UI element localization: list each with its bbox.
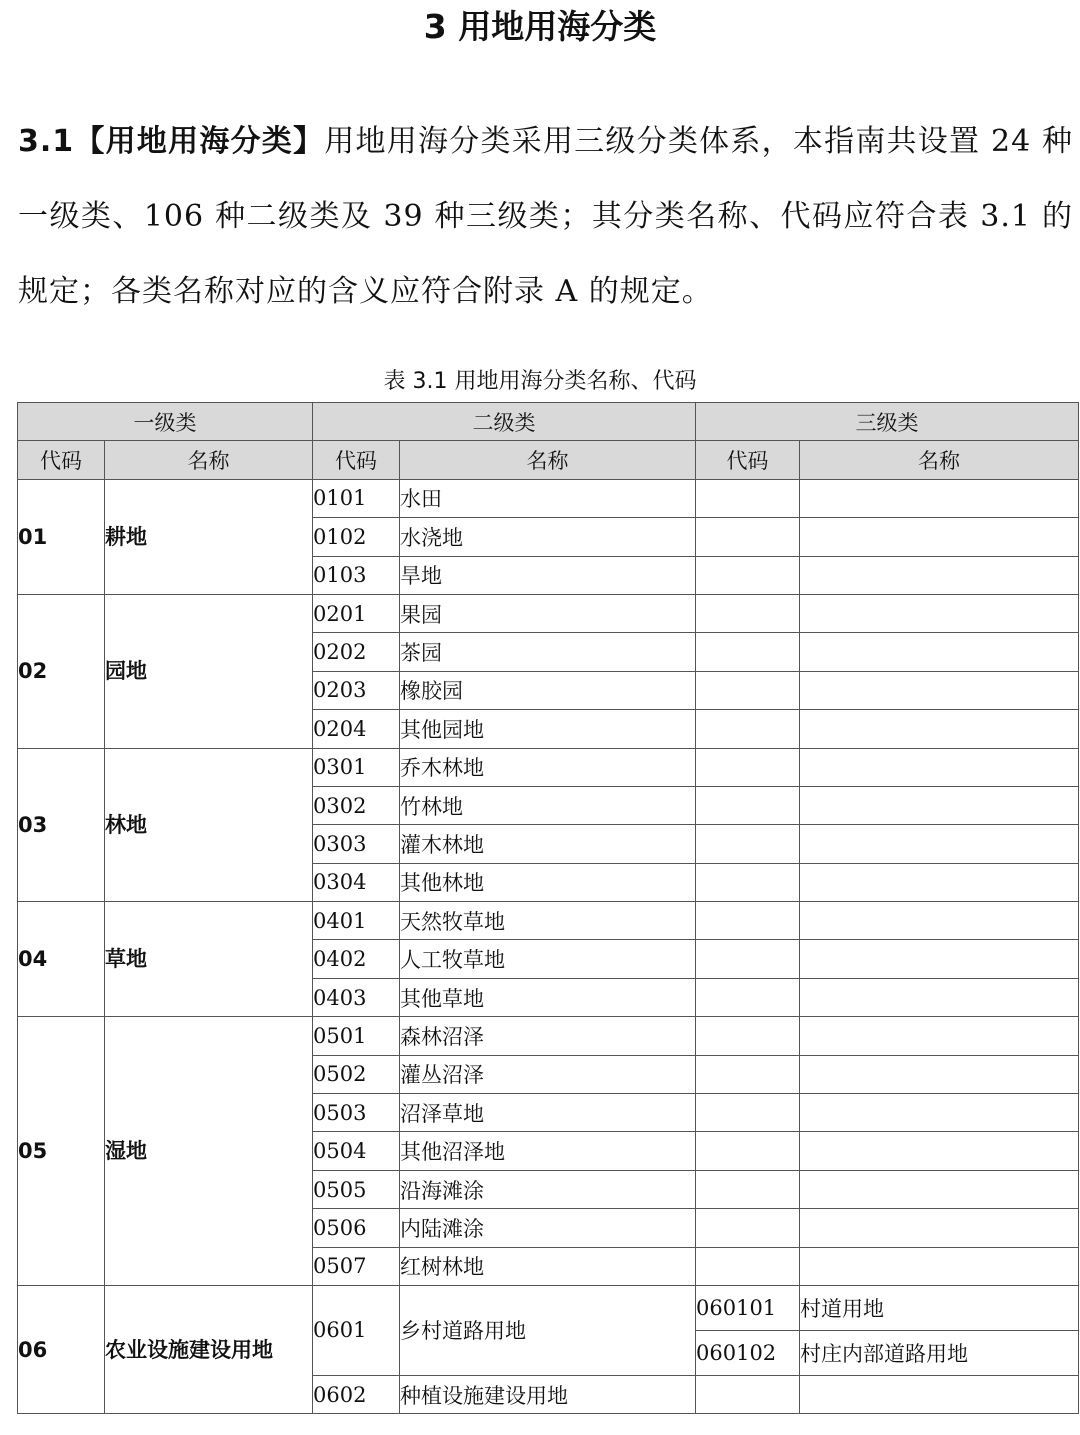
header-level2: 二级类 bbox=[313, 403, 696, 441]
level1-name: 园地 bbox=[105, 594, 313, 748]
level2-name: 其他园地 bbox=[400, 710, 696, 748]
table-row bbox=[18, 1017, 1079, 1055]
level3-code-empty bbox=[696, 940, 800, 978]
level2-code: 0602 bbox=[313, 1375, 400, 1413]
level2-code: 0101 bbox=[313, 479, 400, 517]
level1-code: 04 bbox=[18, 902, 105, 1017]
level3-code-empty bbox=[696, 1132, 800, 1170]
level2-name: 果园 bbox=[400, 594, 696, 632]
header-level2-name: 名称 bbox=[400, 441, 696, 479]
table-row bbox=[18, 748, 1079, 786]
level2-name: 竹林地 bbox=[400, 786, 696, 824]
level2-name: 乔木林地 bbox=[400, 748, 696, 786]
level3-code-empty bbox=[696, 594, 800, 632]
level2-code: 0202 bbox=[313, 633, 400, 671]
level3-name-empty bbox=[800, 556, 1079, 594]
level2-name: 沼泽草地 bbox=[400, 1094, 696, 1132]
level3-name-empty bbox=[800, 671, 1079, 709]
level1-name: 林地 bbox=[105, 748, 313, 902]
level2-code: 0303 bbox=[313, 825, 400, 863]
level2-name: 种植设施建设用地 bbox=[400, 1375, 696, 1413]
classification-table bbox=[17, 402, 1079, 1414]
level3-code-empty bbox=[696, 1375, 800, 1413]
level2-name: 旱地 bbox=[400, 556, 696, 594]
table-row bbox=[18, 594, 1079, 632]
level3-code: 060101 bbox=[696, 1285, 800, 1330]
level3-code-empty bbox=[696, 710, 800, 748]
level2-name: 内陆滩涂 bbox=[400, 1209, 696, 1247]
level1-code: 02 bbox=[18, 594, 105, 748]
level3-name-empty bbox=[800, 710, 1079, 748]
level3-name-empty bbox=[800, 1247, 1079, 1285]
level3-code-empty bbox=[696, 1017, 800, 1055]
level1-name: 湿地 bbox=[105, 1017, 313, 1286]
level3-name-empty bbox=[800, 1375, 1079, 1413]
level1-code: 05 bbox=[18, 1017, 105, 1286]
level3-code-empty bbox=[696, 1247, 800, 1285]
level2-code: 0201 bbox=[313, 594, 400, 632]
level2-code: 0503 bbox=[313, 1094, 400, 1132]
level3-code-empty bbox=[696, 902, 800, 940]
level3-code-empty bbox=[696, 479, 800, 517]
level2-name: 其他林地 bbox=[400, 863, 696, 901]
level2-code: 0203 bbox=[313, 671, 400, 709]
level1-code: 03 bbox=[18, 748, 105, 902]
level2-name: 水浇地 bbox=[400, 518, 696, 556]
page-title: 3 用地用海分类 bbox=[423, 7, 657, 46]
level2-name: 灌丛沼泽 bbox=[400, 1055, 696, 1093]
level3-name-empty bbox=[800, 786, 1079, 824]
header-level3-code: 代码 bbox=[696, 441, 800, 479]
table-body bbox=[18, 479, 1079, 1414]
level3-name-empty bbox=[800, 518, 1079, 556]
level3-name-empty bbox=[800, 1094, 1079, 1132]
level2-code: 0204 bbox=[313, 710, 400, 748]
level1-code: 01 bbox=[18, 479, 105, 594]
level3-name-empty bbox=[800, 1170, 1079, 1208]
intro-body: 用地用海分类采用三级分类体系，本指南共设置 24 种一级类、106 种二级类及 39 种三级类；其分类名称、代码应符合表 3.1 的规定；各类名称对应的含义应符合附录 A 的规定。 bbox=[18, 124, 1073, 309]
level2-code: 0504 bbox=[313, 1132, 400, 1170]
header-level3-name: 名称 bbox=[800, 441, 1079, 479]
level3-code-empty bbox=[696, 748, 800, 786]
table-caption: 表 3.1 用地用海分类名称、代码 bbox=[383, 369, 697, 394]
table-row bbox=[18, 902, 1079, 940]
header-level1: 一级类 bbox=[18, 403, 313, 441]
intro-lead: 3.1【用地用海分类】 bbox=[18, 124, 325, 159]
level2-code: 0401 bbox=[313, 902, 400, 940]
level3-code-empty bbox=[696, 1094, 800, 1132]
header-level1-name: 名称 bbox=[105, 441, 313, 479]
level1-name: 耕地 bbox=[105, 479, 313, 594]
level3-name-empty bbox=[800, 1055, 1079, 1093]
level1-name: 草地 bbox=[105, 902, 313, 1017]
table-row bbox=[18, 479, 1079, 517]
table-row bbox=[18, 1285, 1079, 1330]
level3-name-empty bbox=[800, 1209, 1079, 1247]
level1-name: 农业设施建设用地 bbox=[105, 1285, 313, 1413]
level2-name: 其他沼泽地 bbox=[400, 1132, 696, 1170]
level3-name-empty bbox=[800, 633, 1079, 671]
level2-name: 其他草地 bbox=[400, 978, 696, 1016]
level2-name: 橡胶园 bbox=[400, 671, 696, 709]
level2-name: 人工牧草地 bbox=[400, 940, 696, 978]
level3-name-empty bbox=[800, 748, 1079, 786]
level2-name: 红树林地 bbox=[400, 1247, 696, 1285]
level2-code: 0501 bbox=[313, 1017, 400, 1055]
level2-code: 0506 bbox=[313, 1209, 400, 1247]
level3-code-empty bbox=[696, 518, 800, 556]
level3-code-empty bbox=[696, 1209, 800, 1247]
level3-code-empty bbox=[696, 825, 800, 863]
level3-code-empty bbox=[696, 1170, 800, 1208]
header-level2-code: 代码 bbox=[313, 441, 400, 479]
level2-name: 灌木林地 bbox=[400, 825, 696, 863]
level3-code-empty bbox=[696, 633, 800, 671]
level2-name: 天然牧草地 bbox=[400, 902, 696, 940]
level2-code: 0502 bbox=[313, 1055, 400, 1093]
level3-name-empty bbox=[800, 479, 1079, 517]
level2-code: 0601 bbox=[313, 1285, 400, 1375]
intro-paragraph bbox=[18, 104, 1073, 329]
level2-name: 森林沼泽 bbox=[400, 1017, 696, 1055]
level3-name-empty bbox=[800, 825, 1079, 863]
level2-code: 0102 bbox=[313, 518, 400, 556]
level3-name-empty bbox=[800, 940, 1079, 978]
level3-code-empty bbox=[696, 671, 800, 709]
level3-code-empty bbox=[696, 1055, 800, 1093]
level2-name: 乡村道路用地 bbox=[400, 1285, 696, 1375]
level2-code: 0103 bbox=[313, 556, 400, 594]
level1-code: 06 bbox=[18, 1285, 105, 1413]
level2-code: 0402 bbox=[313, 940, 400, 978]
level3-name-empty bbox=[800, 594, 1079, 632]
level2-code: 0301 bbox=[313, 748, 400, 786]
level2-name: 水田 bbox=[400, 479, 696, 517]
header-level1-code: 代码 bbox=[18, 441, 105, 479]
level3-name-empty bbox=[800, 902, 1079, 940]
level2-code: 0505 bbox=[313, 1170, 400, 1208]
level2-name: 茶园 bbox=[400, 633, 696, 671]
level3-name-empty bbox=[800, 1132, 1079, 1170]
level3-code-empty bbox=[696, 786, 800, 824]
level2-code: 0403 bbox=[313, 978, 400, 1016]
level3-code-empty bbox=[696, 978, 800, 1016]
level3-name-empty bbox=[800, 863, 1079, 901]
level2-name: 沿海滩涂 bbox=[400, 1170, 696, 1208]
level2-code: 0302 bbox=[313, 786, 400, 824]
level2-code: 0507 bbox=[313, 1247, 400, 1285]
level3-code-empty bbox=[696, 556, 800, 594]
level2-code: 0304 bbox=[313, 863, 400, 901]
header-level3: 三级类 bbox=[696, 403, 1079, 441]
level3-name-empty bbox=[800, 1017, 1079, 1055]
level3-code-empty bbox=[696, 863, 800, 901]
level3-name: 村庄内部道路用地 bbox=[800, 1330, 1079, 1375]
level3-code: 060102 bbox=[696, 1330, 800, 1375]
level3-name: 村道用地 bbox=[800, 1285, 1079, 1330]
level3-name-empty bbox=[800, 978, 1079, 1016]
